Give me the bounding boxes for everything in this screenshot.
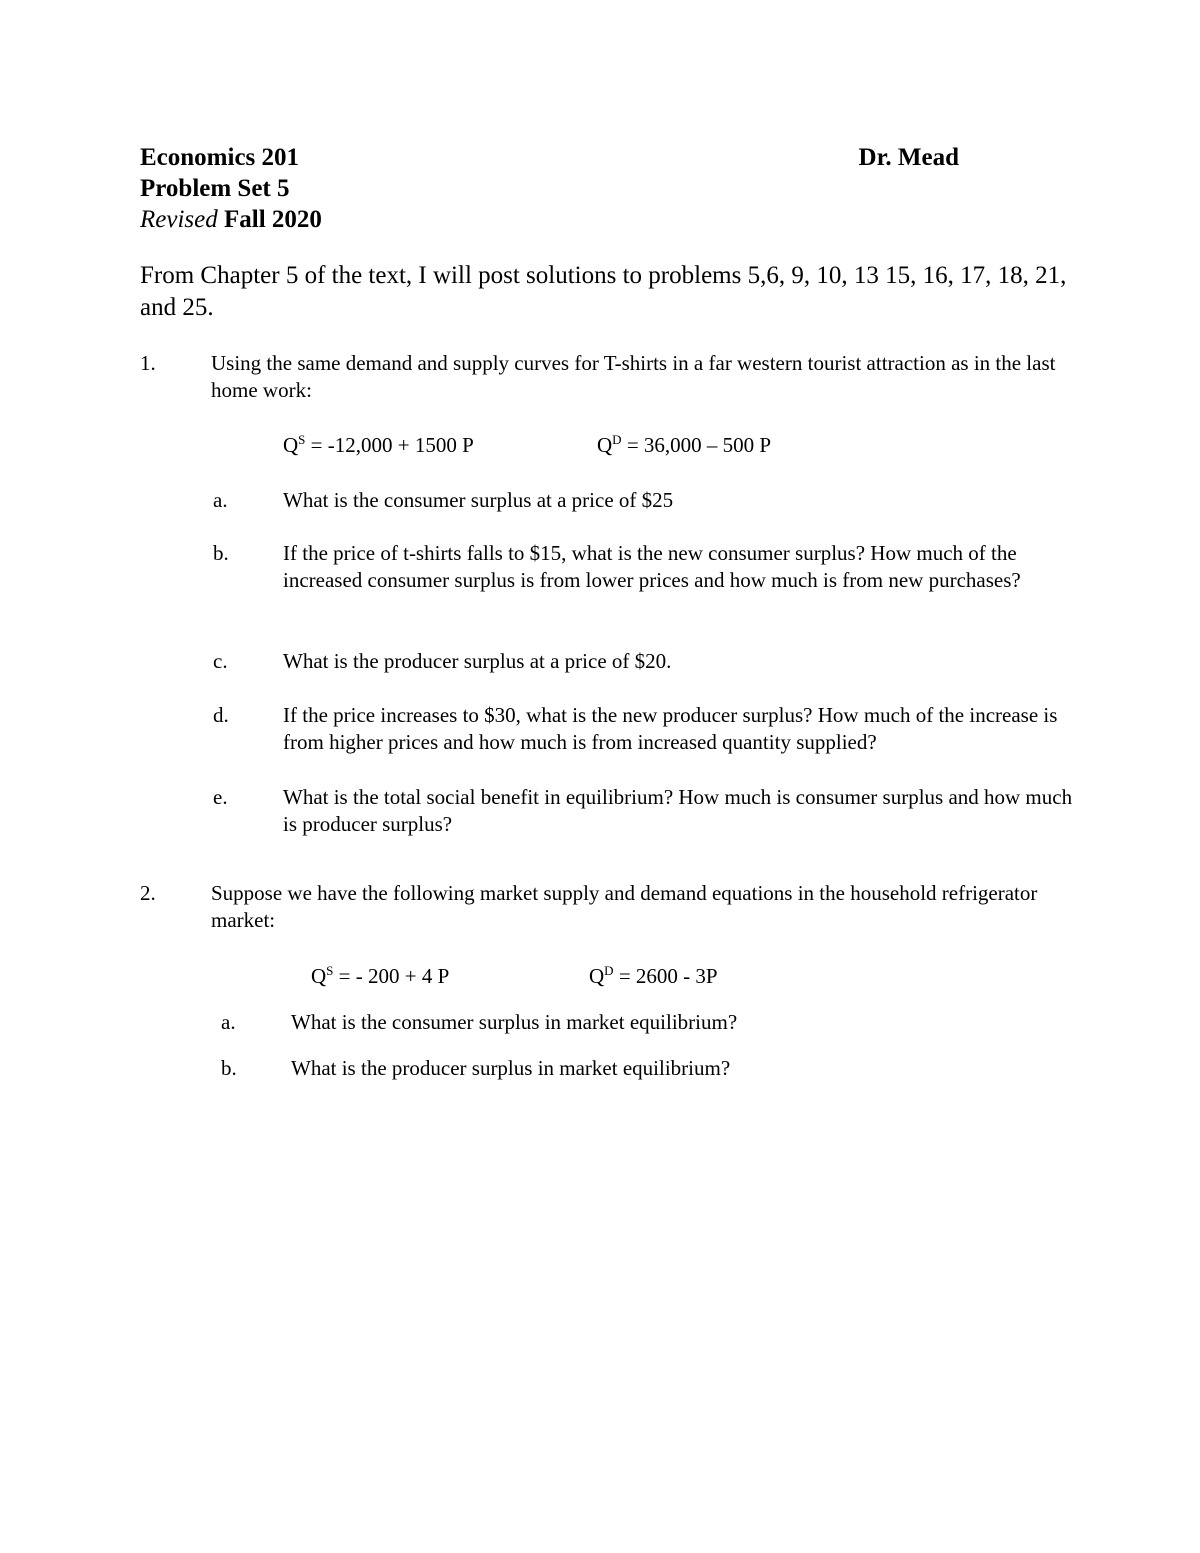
eq-rhs: = - 200 + 4 P [333,964,450,988]
eq-superscript: S [326,963,334,978]
eq-q: Q [283,433,299,457]
subquestion-label: b. [213,541,229,565]
supply-equation [283,432,474,459]
demand-equation [597,432,771,459]
eq-q: Q [589,964,605,988]
subquestion-label: b. [221,1056,237,1080]
subquestion-label: d. [213,703,229,727]
subquestion-text: What is the consumer surplus at a price of $25 [283,488,674,512]
subquestion-text: If the price of t-shirts falls to $15, what is the new consumer surplus? How much of the increased consumer surplus is from lower prices and how much is from new purchases? [283,541,1021,592]
eq-superscript: S [298,432,306,447]
subquestion-text: If the price increases to $30, what is the new producer surplus? How much of the increase is from higher prices and how much is from increased quantity supplied? [283,703,1058,754]
eq-superscript: D [612,432,622,447]
intro-paragraph: From Chapter 5 of the text, I will post solutions to problems 5,6, 9, 10, 13 15, 16, 17, 18, 21, and 25. [140,262,1067,321]
eq-q: Q [311,964,327,988]
eq-rhs: = 36,000 – 500 P [621,433,772,457]
problem-set-title: Problem Set 5 [140,175,290,202]
supply-equation [311,963,449,990]
subquestion-text: What is the producer surplus in market equilibrium? [291,1056,731,1080]
question-text: Using the same demand and supply curves for T-shirts in a far western tourist attraction as in the last home work: [211,351,1056,402]
instructor-name: Dr. Mead [858,144,959,171]
subquestion-text: What is the total social benefit in equilibrium? How much is consumer surplus and how much is producer surplus? [283,785,1073,836]
revised-label: Revised [140,206,218,233]
eq-rhs: = -12,000 + 1500 P [305,433,474,457]
subquestion-label: a. [213,488,228,512]
eq-rhs: = 2600 - 3P [613,964,718,988]
term-label: Fall 2020 [223,206,322,233]
subquestion-label: c. [213,649,228,673]
subquestion-text: What is the consumer surplus in market equilibrium? [291,1010,738,1034]
subquestion-label: a. [221,1010,236,1034]
eq-superscript: D [604,963,614,978]
question-text: Suppose we have the following market supply and demand equations in the household refrigerator market: [211,881,1038,932]
subquestion-label: e. [213,785,228,809]
subquestion-text: What is the producer surplus at a price of $20. [283,649,672,673]
course-title: Economics 201 [140,144,300,171]
eq-q: Q [597,433,613,457]
question-number: 2. [140,881,156,905]
question-number: 1. [140,351,156,375]
demand-equation [589,963,718,990]
revision-line [140,205,322,235]
